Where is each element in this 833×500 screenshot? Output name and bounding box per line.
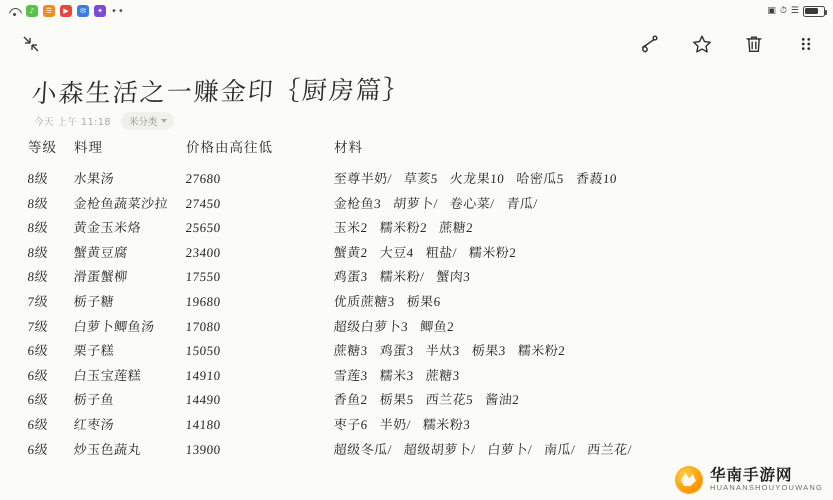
material: 至尊半奶/ xyxy=(333,170,393,186)
material: 蔗糖3 xyxy=(333,342,369,358)
material: 糯米粉/ xyxy=(379,268,425,284)
material: 金枪鱼3 xyxy=(333,195,382,211)
material: 雪莲3 xyxy=(333,367,369,383)
cell-dish: 水果汤 xyxy=(73,170,115,186)
material: 糯米粉2 xyxy=(379,219,428,235)
cell-price: 19680 xyxy=(185,293,222,309)
note-meta xyxy=(34,112,815,130)
table-row xyxy=(28,433,632,458)
cell-price: 14490 xyxy=(185,391,222,407)
cell-materials xyxy=(333,162,633,187)
table-row xyxy=(28,334,632,359)
material: 糯米3 xyxy=(379,367,415,383)
note-tag-chip[interactable] xyxy=(121,112,175,130)
cell-price: 23400 xyxy=(185,244,222,260)
cell-dish: 滑蛋蟹柳 xyxy=(73,268,129,284)
table-row xyxy=(28,359,632,384)
cell-materials xyxy=(333,433,633,458)
material: 超级冬瓜/ xyxy=(333,441,393,457)
screen-record-icon: ▣ xyxy=(767,6,776,16)
app-icon-blue[interactable] xyxy=(77,5,89,17)
app-icon-green[interactable] xyxy=(26,5,38,17)
status-bar xyxy=(0,0,833,22)
material: 枣子6 xyxy=(333,416,369,432)
material: 栃果3 xyxy=(471,342,507,358)
trash-icon[interactable] xyxy=(741,31,767,57)
material: 糯米粉2 xyxy=(468,244,517,260)
table-row xyxy=(28,236,632,261)
cell-materials xyxy=(333,187,633,212)
cell-materials xyxy=(333,285,633,310)
material: 糯米粉2 xyxy=(517,342,566,358)
table-row xyxy=(28,260,632,285)
material: 鸡蛋3 xyxy=(379,342,415,358)
material: 半夶3 xyxy=(425,342,461,358)
table-row xyxy=(28,408,632,433)
cell-dish: 栃子鱼 xyxy=(73,391,115,407)
table-row xyxy=(28,310,632,335)
toolbar-actions xyxy=(637,31,819,57)
page-title: 小森生活之一赚金印｛厨房篇｝ xyxy=(30,77,411,109)
table-header-row xyxy=(28,136,632,162)
table-row xyxy=(28,211,632,236)
app-icon-orange-glyph: ☰ xyxy=(45,7,53,15)
cell-level: 6级 xyxy=(27,367,49,383)
cell-materials xyxy=(333,310,633,335)
cell-materials xyxy=(333,236,633,261)
note-tag-label: 米分类 xyxy=(128,117,158,128)
signal-icon: ☰ xyxy=(790,6,799,16)
app-icon-purple-glyph: ✦ xyxy=(97,7,103,15)
material: 胡萝卜/ xyxy=(392,195,439,211)
note-body xyxy=(0,66,833,500)
cell-level: 8级 xyxy=(27,219,49,235)
app-icon-orange[interactable] xyxy=(43,5,55,17)
cell-dish: 蟹黄豆腐 xyxy=(73,244,129,260)
material: 火龙果10 xyxy=(449,170,505,186)
column-header-materials: 材料 xyxy=(334,140,363,155)
cell-dish: 白玉宝莲糕 xyxy=(73,367,142,383)
toolbar-left xyxy=(18,31,44,57)
cell-price: 17550 xyxy=(185,268,222,284)
recipe-table-head xyxy=(28,136,632,162)
material: 大豆4 xyxy=(379,244,415,260)
status-bar-more[interactable]: •• xyxy=(111,5,125,17)
column-header-price: 价格由高往低 xyxy=(186,140,273,155)
note-toolbar xyxy=(0,22,833,66)
chevron-down-icon xyxy=(161,119,167,123)
table-row xyxy=(28,187,632,212)
column-header-level: 等级 xyxy=(28,140,57,155)
material: 糯米粉3 xyxy=(422,416,471,432)
alarm-icon: ⏱ xyxy=(779,6,787,16)
table-row xyxy=(28,285,632,310)
cell-materials xyxy=(333,211,633,236)
cell-dish: 白萝卜鲫鱼汤 xyxy=(73,318,156,334)
battery-icon xyxy=(803,6,825,17)
material: 鲫鱼2 xyxy=(419,318,455,334)
cell-level: 6级 xyxy=(27,342,49,358)
app-icon-purple[interactable] xyxy=(94,5,106,17)
material: 蔗糖2 xyxy=(438,219,474,235)
cell-dish: 金枪鱼蔬菜沙拉 xyxy=(73,195,169,211)
cell-dish: 黄金玉米烙 xyxy=(73,219,142,235)
app-icon-red-glyph: ▶ xyxy=(63,7,69,15)
cell-materials xyxy=(333,408,633,433)
cell-materials xyxy=(333,334,633,359)
material: 半奶/ xyxy=(379,416,412,432)
material: 白萝卜/ xyxy=(486,441,533,457)
cell-price: 13900 xyxy=(185,441,222,457)
cell-dish: 炒玉色蔬丸 xyxy=(73,441,142,457)
material: 鸡蛋3 xyxy=(333,268,369,284)
cell-price: 14180 xyxy=(185,416,222,432)
material: 玉米2 xyxy=(333,219,369,235)
cell-dish: 栃子糖 xyxy=(73,293,115,309)
cell-materials xyxy=(333,260,633,285)
material: 西兰花/ xyxy=(586,441,633,457)
material: 超级胡萝卜/ xyxy=(403,441,477,457)
material: 粗盐/ xyxy=(425,244,458,260)
cell-price: 25650 xyxy=(185,219,222,235)
table-row xyxy=(28,383,632,408)
recipe-table xyxy=(28,136,632,457)
wifi-icon xyxy=(8,6,21,17)
column-header-dish: 料理 xyxy=(74,140,103,155)
material: 香鱼2 xyxy=(333,391,369,407)
cell-level: 7级 xyxy=(27,293,49,309)
cell-price: 17080 xyxy=(185,318,222,334)
material: 南瓜/ xyxy=(543,441,576,457)
cell-price: 27450 xyxy=(185,195,222,211)
material: 青瓜/ xyxy=(505,195,539,211)
watermark-logo-icon xyxy=(675,466,703,494)
cell-level: 8级 xyxy=(27,195,49,211)
more-dots-icon[interactable] xyxy=(793,31,819,57)
material: 超级白萝卜3 xyxy=(333,318,409,334)
cell-level: 6级 xyxy=(27,391,49,407)
material: 卷心菜/ xyxy=(449,195,496,211)
cell-dish: 红枣汤 xyxy=(73,416,115,432)
material: 栃果6 xyxy=(406,293,442,309)
note-timestamp: 今天 上午 11:18 xyxy=(34,117,111,128)
status-bar-left xyxy=(8,5,125,17)
cell-level: 6级 xyxy=(27,416,49,432)
cell-price: 14910 xyxy=(185,367,222,383)
status-bar-right xyxy=(767,6,825,17)
material: 蔗糖3 xyxy=(425,367,461,383)
cell-level: 8级 xyxy=(27,170,49,186)
watermark-sub-label: HUANANSHOUYOUWANG xyxy=(709,483,823,493)
material: 栃果5 xyxy=(379,391,415,407)
cell-materials xyxy=(333,383,633,408)
cell-level: 7级 xyxy=(27,318,49,334)
app-icon-red[interactable] xyxy=(60,5,72,17)
cell-level: 8级 xyxy=(27,268,49,284)
star-icon[interactable] xyxy=(689,31,715,57)
material: 草荄5 xyxy=(403,170,439,186)
share-icon[interactable] xyxy=(637,31,663,57)
app-icon-blue-glyph: ✉ xyxy=(80,7,86,15)
material: 蟹肉3 xyxy=(435,268,471,284)
watermark-text xyxy=(710,467,823,492)
cell-price: 15050 xyxy=(185,342,222,358)
cell-dish: 栗子糕 xyxy=(73,342,115,358)
cell-materials xyxy=(333,359,633,384)
cell-level: 8级 xyxy=(27,244,49,260)
material: 哈密瓜5 xyxy=(515,170,565,186)
material: 香蔱10 xyxy=(575,170,618,186)
material: 蟹黄2 xyxy=(333,244,369,260)
watermark-main-label: 华南手游网 xyxy=(709,467,793,485)
recipe-table-body xyxy=(28,162,632,457)
app-icon-green-glyph: ♪ xyxy=(29,7,35,15)
watermark xyxy=(675,466,823,494)
table-row xyxy=(28,162,632,187)
material: 酱油2 xyxy=(484,391,520,407)
material: 优质蔗糖3 xyxy=(333,293,396,309)
cell-price: 27680 xyxy=(185,170,222,186)
material: 西兰花5 xyxy=(425,391,474,407)
cell-level: 6级 xyxy=(27,441,49,457)
collapse-icon[interactable] xyxy=(18,31,44,57)
